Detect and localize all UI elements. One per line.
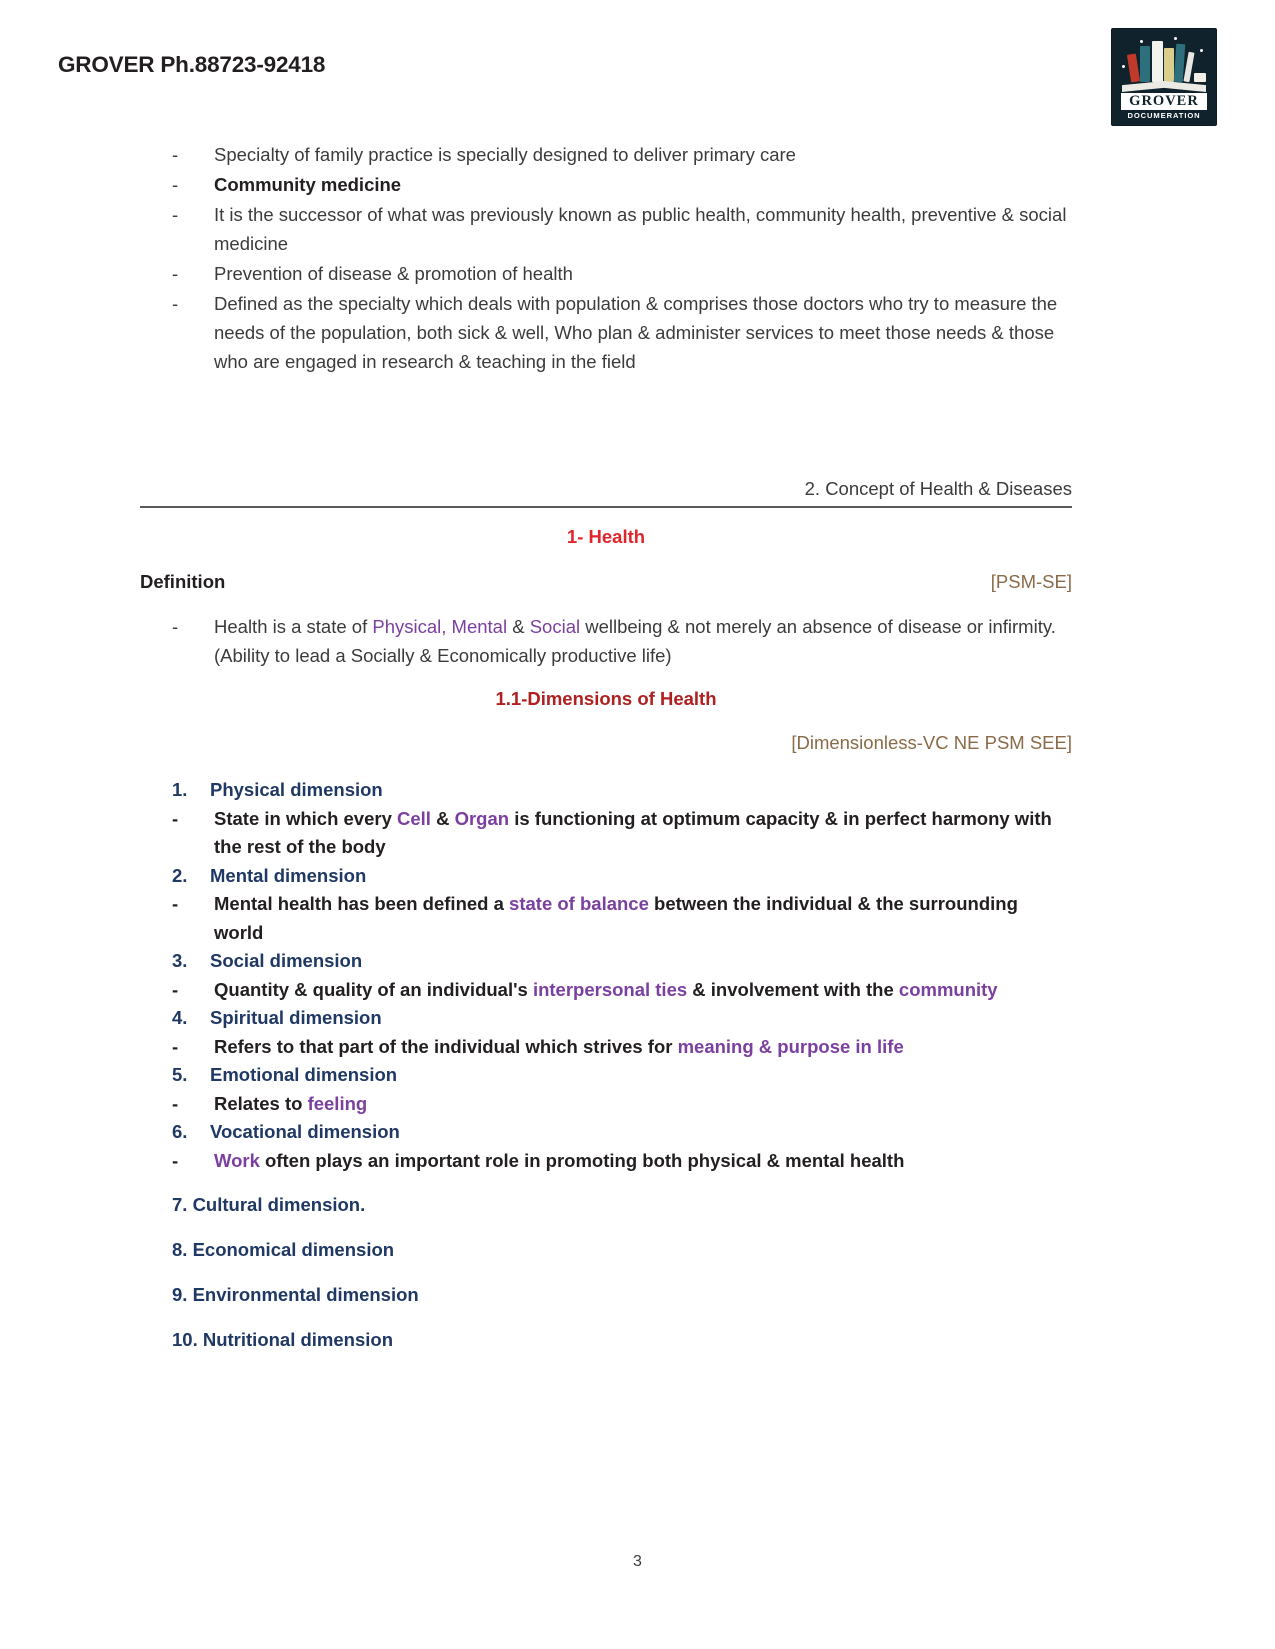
dimension-detail [214,1147,1072,1176]
list-item [172,259,1072,288]
list-item-text: Community medicine [214,174,402,195]
dimension-number: 6. [172,1121,188,1142]
detail-post: is functioning at optimum capacity & in perfect harmony with the rest of the body [214,807,1052,857]
bullet-marker: - [172,1035,179,1057]
bullet-marker: - [172,293,179,314]
horizontal-rule [140,506,1072,508]
detail-highlight: state of balance [509,893,649,914]
dimension-title: Vocational dimension [210,1121,400,1142]
definition-text-part-1: Health is a state of [214,616,373,637]
list-item-text: Specialty of family practice is specially designed to deliver primary care [214,144,796,165]
dimension-heading-row [172,947,1072,976]
dimension-detail [214,1033,1072,1062]
dimension-detail-row [172,890,1072,947]
list-item [172,289,1072,376]
dimension-detail-row [172,805,1072,862]
dimension-heading-row [172,776,1072,805]
detail-highlight: Cell [397,807,431,829]
definition-row [140,571,1072,593]
page-number: 3 [633,1553,642,1570]
detail-highlight-2: community [898,978,998,1000]
dimension-tail-item: 8. Economical dimension [172,1239,395,1260]
dimension-detail-row [172,1090,1072,1119]
dimension-title: Emotional dimension [210,1064,398,1085]
dimensions-mnemonic-tag: [Dimensionless-VC NE PSM SEE] [791,732,1072,753]
dimensions-list [172,776,1072,1175]
detail-highlight: meaning & purpose in life [677,1035,904,1057]
detail-mid: & [430,807,455,829]
detail-post: often plays an important role in promoting both physical & mental health [259,1149,905,1171]
dimension-number: 2. [172,864,188,886]
dimension-heading-row [172,1118,1072,1147]
brand-phone-line: GROVER Ph.88723-92418 [58,52,326,77]
dimension-title: Social dimension [210,950,363,971]
detail-pre: Mental health has been defined a [214,893,510,914]
list-item [172,612,1072,670]
list-item [172,140,1072,169]
dimension-detail [214,890,1072,947]
dimension-number: 5. [172,1064,188,1085]
definition-text [214,612,1072,670]
dimension-number: 3. [172,950,188,971]
list-item-text: Prevention of disease & promotion of health [214,263,573,284]
detail-highlight: Work [214,1149,260,1171]
logo-subtitle: DOCUMERATION [1127,111,1201,120]
page-header [58,42,1223,142]
definition-text-part-3: wellbeing & not merely an absence of disease or infirmity. (Ability to lead a Socially & Economically productive life) [214,616,1056,666]
chapter-title: 2. Concept of Health & Diseases [804,478,1072,499]
section-heading-dimensions: 1.1-Dimensions of Health [495,688,717,709]
bullet-marker: - [172,893,179,914]
bullet-marker: - [172,204,179,225]
bullet-marker: - [172,807,179,829]
dimension-heading-row [172,1004,1072,1033]
definition-source-tag: [PSM-SE] [990,571,1072,592]
list-item-text: Defined as the specialty which deals with population & comprises those doctors who try to measure the needs of the population, both sick & well, Who plan & administer services to meet those needs & those who are engaged in research & teaching in the field [214,293,1058,372]
list-item-text: It is the successor of what was previously known as public health, community health, preventive & social medicine [214,204,1067,254]
detail-mid: & involvement with the [687,978,899,1000]
bullet-marker: - [172,616,179,637]
detail-pre: State in which every [214,807,398,829]
dimension-tail-item: 10. Nutritional dimension [172,1329,393,1350]
dimension-number: 1. [172,779,188,800]
dimension-tail-item: 9. Environmental dimension [172,1284,419,1305]
definition-highlight-1: Physical, Mental [372,616,508,637]
detail-highlight-2: Organ [454,807,510,829]
dimension-tail-item: 7. Cultural dimension. [172,1194,366,1215]
dimensions-tail-list [172,1194,1072,1374]
bullet-marker: - [172,174,179,195]
logo-wordmark: GROVER [1121,93,1207,110]
detail-highlight: feeling [307,1092,368,1114]
detail-pre: Refers to that part of the individual which strives for [214,1035,678,1057]
dimension-title: Physical dimension [210,779,383,800]
section-heading-health: 1- Health [566,526,646,547]
dimension-detail [214,805,1072,862]
dimension-title: Spiritual dimension [210,1007,382,1028]
definition-highlight-2: Social [529,616,581,637]
open-book-icon [1122,81,1206,92]
definition-label: Definition [140,571,226,592]
detail-pre: Relates to [214,1092,308,1114]
bullet-marker: - [172,144,179,165]
dimension-detail-row [172,976,1072,1005]
definition-bullet-list [172,612,1072,670]
dimension-number: 4. [172,1007,188,1028]
bullet-marker: - [172,1092,179,1114]
dimension-heading-row [172,862,1072,891]
dimension-detail [214,1090,1072,1119]
list-item [172,200,1072,258]
bullet-marker: - [172,1149,179,1171]
books-icon [1112,38,1216,82]
dimension-detail-row [172,1033,1072,1062]
community-medicine-bullet-list [172,140,1072,377]
dimension-heading-row [172,1061,1072,1090]
list-item [172,170,1072,199]
bullet-marker: - [172,263,179,284]
dimension-detail [214,976,1072,1005]
bullet-marker: - [172,978,179,1000]
detail-highlight: interpersonal ties [532,978,688,1000]
grover-logo [1111,28,1217,126]
definition-text-part-2: & [507,616,530,637]
dimension-title: Mental dimension [210,864,367,886]
detail-post: between the individual & the surrounding world [214,893,1018,943]
dimension-detail-row [172,1147,1072,1176]
detail-pre: Quantity & quality of an individual's [214,978,533,1000]
